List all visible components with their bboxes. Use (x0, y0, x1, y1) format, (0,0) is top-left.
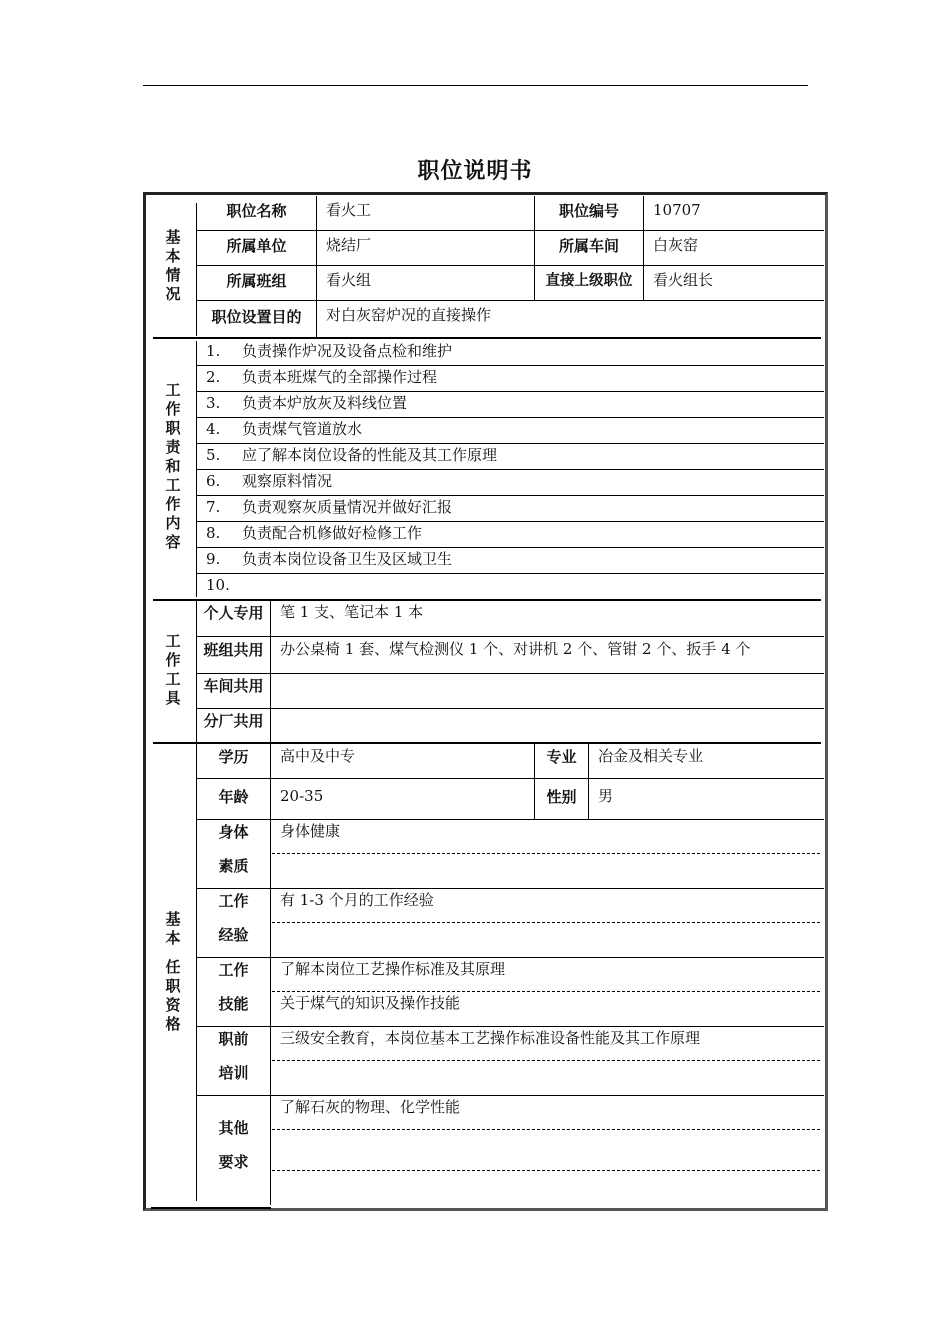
skills-label-line2: 技能 (218, 995, 249, 1013)
major-value: 冶金及相关专业 (598, 747, 704, 765)
superior-value: 看火组长 (653, 271, 714, 289)
section-label-basic: 基 本 情 况 (165, 228, 181, 303)
position-name-value: 看火工 (326, 201, 372, 219)
duty-item: 5. 应了解本岗位设备的性能及其工作原理 (206, 446, 498, 464)
duty-item: 9. 负责本岗位设备卫生及区域卫生 (206, 550, 453, 568)
superior-label: 直接上级职位 (545, 273, 633, 289)
major-label: 专业 (546, 748, 577, 766)
duty-item: 6. 观察原料情况 (206, 472, 333, 490)
position-code-label: 职位编号 (558, 202, 619, 220)
purpose-label: 职位设置目的 (211, 308, 302, 326)
training-label-line1: 职前 (218, 1030, 249, 1048)
education-label: 学历 (218, 748, 249, 766)
age-value: 20-35 (280, 787, 324, 805)
duty-item: 8. 负责配合机修做好检修工作 (206, 524, 423, 542)
section-label-duties: 工 作 职 责 和 工 作 内 容 (165, 381, 181, 551)
other-value: 了解石灰的物理、化学性能 (280, 1098, 461, 1116)
training-value: 三级安全教育，本岗位基本工艺操作标准设备性能及其工作原理 (280, 1029, 701, 1047)
duty-item: 3. 负责本炉放灰及料线位置 (206, 394, 408, 412)
team-label: 所属班组 (226, 272, 287, 290)
gender-value: 男 (598, 787, 614, 805)
duty-item: 2. 负责本班煤气的全部操作过程 (206, 368, 438, 386)
age-label: 年龄 (218, 788, 249, 806)
page-title: 职位说明书 (417, 159, 533, 184)
purpose-value: 对白灰窑炉况的直接操作 (326, 306, 492, 324)
other-label-line1: 其他 (218, 1119, 249, 1137)
duty-item: 1. 负责操作炉况及设备点检和维护 (206, 342, 453, 360)
physical-value: 身体健康 (280, 822, 341, 840)
experience-label-line1: 工作 (218, 892, 249, 910)
tools-plant-label: 分厂共用 (203, 712, 264, 730)
tools-personal-label: 个人专用 (203, 604, 264, 622)
duty-item: 4. 负责煤气管道放水 (206, 420, 363, 438)
position-name-label: 职位名称 (226, 202, 287, 220)
duty-item: 7. 负责观察灰质量情况并做好汇报 (206, 498, 453, 516)
tools-team-label: 班组共用 (203, 641, 264, 659)
header-rule (143, 85, 808, 86)
physical-label-line2: 素质 (218, 857, 249, 875)
workshop-value: 白灰窑 (653, 236, 699, 254)
tools-team-value: 办公桌椅 1 套、煤气检测仪 1 个、对讲机 2 个、管钳 2 个、扳手 4 个 (280, 640, 751, 658)
skills-value-line1: 了解本岗位工艺操作标准及其原理 (280, 960, 506, 978)
training-label-line2: 培训 (218, 1064, 249, 1082)
experience-label-line2: 经验 (218, 926, 249, 944)
unit-value: 烧结厂 (326, 236, 372, 254)
experience-value: 有 1-3 个月的工作经验 (280, 891, 434, 909)
unit-label: 所属单位 (226, 237, 287, 255)
workshop-label: 所属车间 (558, 237, 619, 255)
education-value: 高中及中专 (280, 747, 356, 765)
skills-label-line1: 工作 (218, 961, 249, 979)
section-label-tools: 工 作 工 具 (165, 632, 181, 707)
team-value: 看火组 (326, 271, 372, 289)
skills-value-line2: 关于煤气的知识及操作技能 (280, 994, 461, 1012)
duty-item: 10. (206, 576, 230, 594)
tools-personal-value: 笔 1 支、笔记本 1 本 (280, 603, 424, 621)
section-label-qualifications: 基 本 任 职 资 格 (165, 910, 181, 1033)
position-code-value: 10707 (653, 201, 701, 219)
gender-label: 性别 (546, 788, 577, 806)
tools-workshop-label: 车间共用 (203, 677, 264, 695)
other-label-line2: 要求 (218, 1153, 249, 1171)
physical-label-line1: 身体 (218, 823, 249, 841)
